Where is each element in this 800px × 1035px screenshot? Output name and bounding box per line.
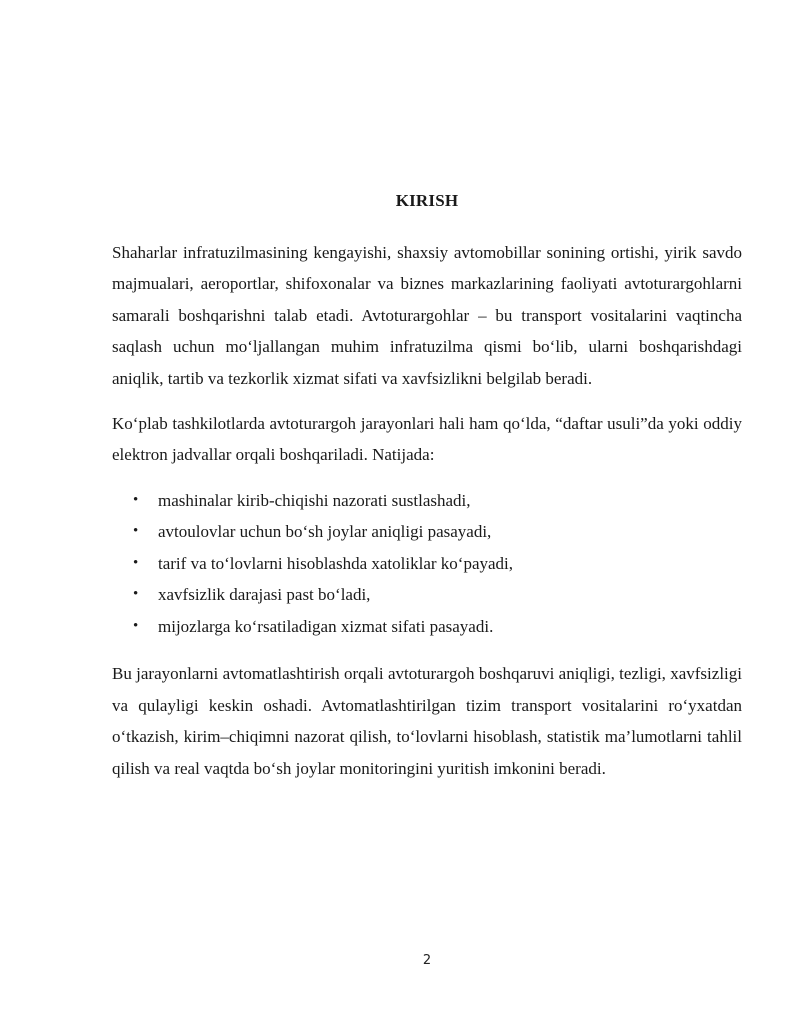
list-item bbox=[112, 579, 742, 611]
list-item-text: avtoulovlar uchun bo‘sh joylar aniqligi pasayadi, bbox=[158, 522, 492, 542]
page-number: 2 bbox=[422, 953, 432, 968]
list-item bbox=[112, 548, 742, 580]
list-item-text: mijozlarga ko‘rsatiladigan xizmat sifati pasayadi. bbox=[158, 616, 494, 636]
bullet-icon: • bbox=[133, 586, 139, 603]
list-item bbox=[112, 516, 742, 548]
consequences-list bbox=[112, 485, 742, 643]
problem-paragraph: Ko‘plab tashkilotlarda avtoturargoh jarayonlari hali ham qo‘lda, “daftar usuli”da yoki oddiy elektron jadvallar orqali boshqariladi. Natijada: bbox=[112, 414, 742, 465]
list-item bbox=[112, 485, 742, 517]
list-item-text: tarif va to‘lovlarni hisoblashda xatoliklar ko‘payadi, bbox=[158, 553, 514, 573]
body-text bbox=[112, 237, 742, 798]
bullet-icon: • bbox=[133, 491, 139, 508]
list-item-text: xavfsizlik darajasi past bo‘ladi, bbox=[158, 585, 371, 605]
bullet-icon: • bbox=[133, 554, 139, 571]
intro-paragraph: Shaharlar infratuzilmasining kengayishi, shaxsiy avtomobillar sonining ortishi, yirik savdo majmualari, aeroportlar, shifoxonalar va biznes markazlarining faoliyati avtoturargohlarni samarali boshqarishni talab etadi. Avtoturargohlar – bu transport vositalarini vaqtincha saqlash uchun mo‘ljallangan muhim infratuzilma qismi bo‘lib, ularni boshqarishdagi aniqlik, tartib va tezkorlik xizmat sifati va xavfsizlikni belgilab beradi. bbox=[112, 243, 742, 388]
list-item-text: mashinalar kirib-chiqishi nazorati sustlashadi, bbox=[158, 490, 471, 510]
list-item bbox=[112, 611, 742, 643]
bullet-icon: • bbox=[133, 523, 139, 540]
bullet-icon: • bbox=[133, 617, 139, 634]
section-heading: KIRISH bbox=[395, 191, 459, 210]
conclusion-paragraph: Bu jarayonlarni avtomatlashtirish orqali avtoturargoh boshqaruvi aniqligi, tezligi, xavfsizligi va qulayligi keskin oshadi. Avtomatlashtirilgan tizim transport vositalarini ro‘yxatdan o‘tkazish, kirim–chiqimni nazorat qilish, to‘lovlarni hisoblash, statistik ma’lumotlarni tahlil qilish va real vaqtda bo‘sh joylar monitoringini yuritish imkonini beradi. bbox=[112, 664, 742, 778]
